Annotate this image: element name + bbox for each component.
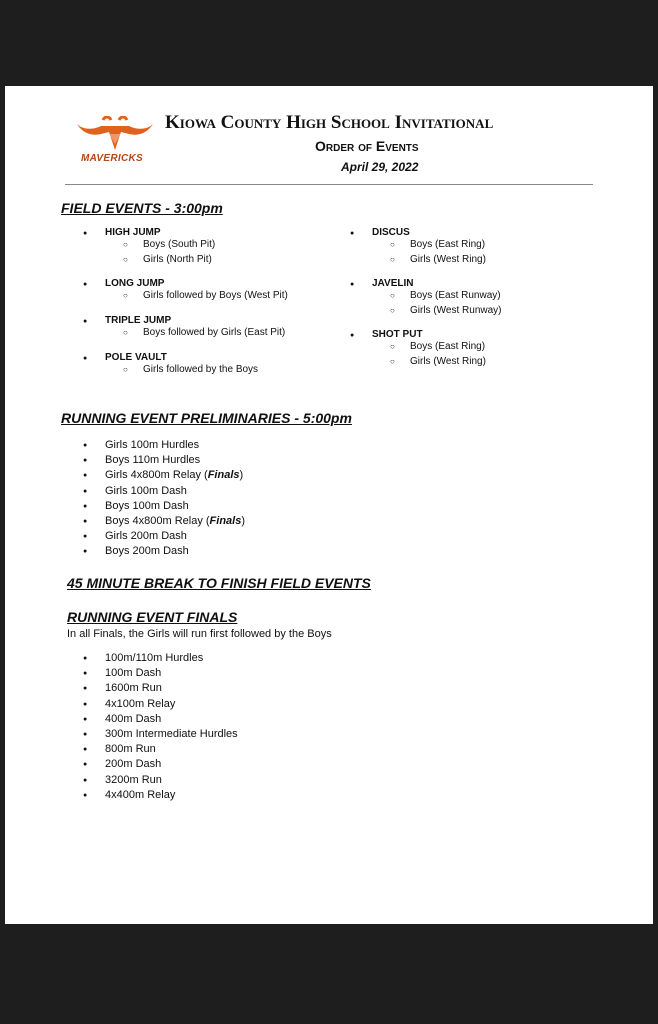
event-name: ● JAVELIN xyxy=(328,278,588,289)
event-shot-put xyxy=(328,329,588,369)
list-item: ● 1600m Run xyxy=(61,681,238,696)
event-details xyxy=(328,340,588,369)
detail-item: ○ Boys (East Ring) xyxy=(328,340,588,355)
event-name: ● TRIPLE JUMP xyxy=(61,315,321,326)
event-details xyxy=(61,289,321,304)
event-triple-jump xyxy=(61,315,321,352)
item-text: Girls 4x800m Relay ( xyxy=(105,469,208,482)
detail-item: ○ Girls followed by Boys (West Pit) xyxy=(61,289,321,304)
finals-heading: RUNNING EVENT FINALS xyxy=(67,609,238,625)
item-text: Boys 110m Hurdles xyxy=(105,454,201,467)
item-text: Girls 100m Hurdles xyxy=(105,439,200,451)
list-item xyxy=(61,514,245,529)
mavericks-logo xyxy=(75,116,155,168)
event-name: ● SHOT PUT xyxy=(328,329,588,340)
list-item xyxy=(61,484,245,499)
document-page xyxy=(5,86,653,924)
page-title: Kiowa County High School Invitational xyxy=(165,112,494,133)
event-long-jump xyxy=(61,278,321,315)
field-events-right xyxy=(328,227,588,369)
list-item: ● 100m Dash xyxy=(61,666,238,681)
list-item xyxy=(61,529,245,544)
list-item xyxy=(61,544,245,559)
item-tail: ) xyxy=(239,469,244,482)
finals-emphasis: Finals xyxy=(209,515,242,528)
event-name: ● HIGH JUMP xyxy=(61,227,321,238)
event-name: ● POLE VAULT xyxy=(61,352,321,363)
list-item xyxy=(61,468,245,483)
item-text: Boys 100m Dash xyxy=(105,499,189,512)
event-date: April 29, 2022 xyxy=(341,160,419,174)
prelims-heading: RUNNING EVENT PRELIMINARIES - 5:00pm xyxy=(61,410,352,426)
prelims-list xyxy=(61,438,245,560)
event-discus xyxy=(328,227,588,278)
list-item: ● 4x400m Relay xyxy=(61,788,238,803)
list-item: ● 400m Dash xyxy=(61,712,238,727)
finals-list xyxy=(61,651,238,803)
list-item: ● 3200m Run xyxy=(61,773,238,788)
event-name: ● DISCUS xyxy=(328,227,588,238)
field-events-heading: FIELD EVENTS - 3:00pm xyxy=(61,200,223,216)
list-item xyxy=(61,499,245,514)
event-details xyxy=(61,238,321,267)
event-high-jump xyxy=(61,227,321,278)
item-tail: ) xyxy=(241,515,246,528)
header-divider xyxy=(65,184,593,185)
item-text: Girls 100m Dash xyxy=(105,484,187,497)
event-details xyxy=(328,289,588,318)
detail-item: ○ Boys followed by Girls (East Pit) xyxy=(61,326,321,341)
item-text: Girls 200m Dash xyxy=(105,530,187,543)
list-item xyxy=(61,453,245,468)
item-text: Boys 200m Dash xyxy=(105,545,189,558)
detail-item: ○ Girls (West Ring) xyxy=(328,355,588,370)
item-text: Boys 4x800m Relay ( xyxy=(105,515,210,528)
detail-item: ○ Girls (West Runway) xyxy=(328,304,588,319)
field-events-left xyxy=(61,227,321,378)
event-details xyxy=(328,238,588,267)
detail-item: ○ Girls (West Ring) xyxy=(328,253,588,268)
detail-item: ○ Boys (East Runway) xyxy=(328,289,588,304)
detail-item: ○ Boys (South Pit) xyxy=(61,238,321,253)
list-item: ● 4x100m Relay xyxy=(61,697,238,712)
detail-item: ○ Boys (East Ring) xyxy=(328,238,588,253)
list-item: ● 800m Run xyxy=(61,742,238,757)
event-javelin xyxy=(328,278,588,329)
event-pole-vault xyxy=(61,352,321,378)
page-subtitle: Order of Events xyxy=(315,138,419,154)
logo-text: MAVERICKS xyxy=(81,153,143,164)
list-item: ● 100m/110m Hurdles xyxy=(61,651,238,666)
finals-emphasis: Finals xyxy=(207,469,240,482)
event-details xyxy=(61,363,321,378)
finals-note: In all Finals, the Girls will run first followed by the Boys xyxy=(67,628,332,640)
list-item: ● 300m Intermediate Hurdles xyxy=(61,727,238,742)
bull-head-icon xyxy=(75,116,155,154)
detail-item: ○ Girls followed by the Boys xyxy=(61,363,321,378)
list-item xyxy=(61,438,245,453)
event-name: ● LONG JUMP xyxy=(61,278,321,289)
detail-item: ○ Girls (North Pit) xyxy=(61,253,321,268)
list-item: ● 200m Dash xyxy=(61,757,238,772)
event-details xyxy=(61,326,321,341)
break-heading: 45 MINUTE BREAK TO FINISH FIELD EVENTS xyxy=(67,575,371,591)
